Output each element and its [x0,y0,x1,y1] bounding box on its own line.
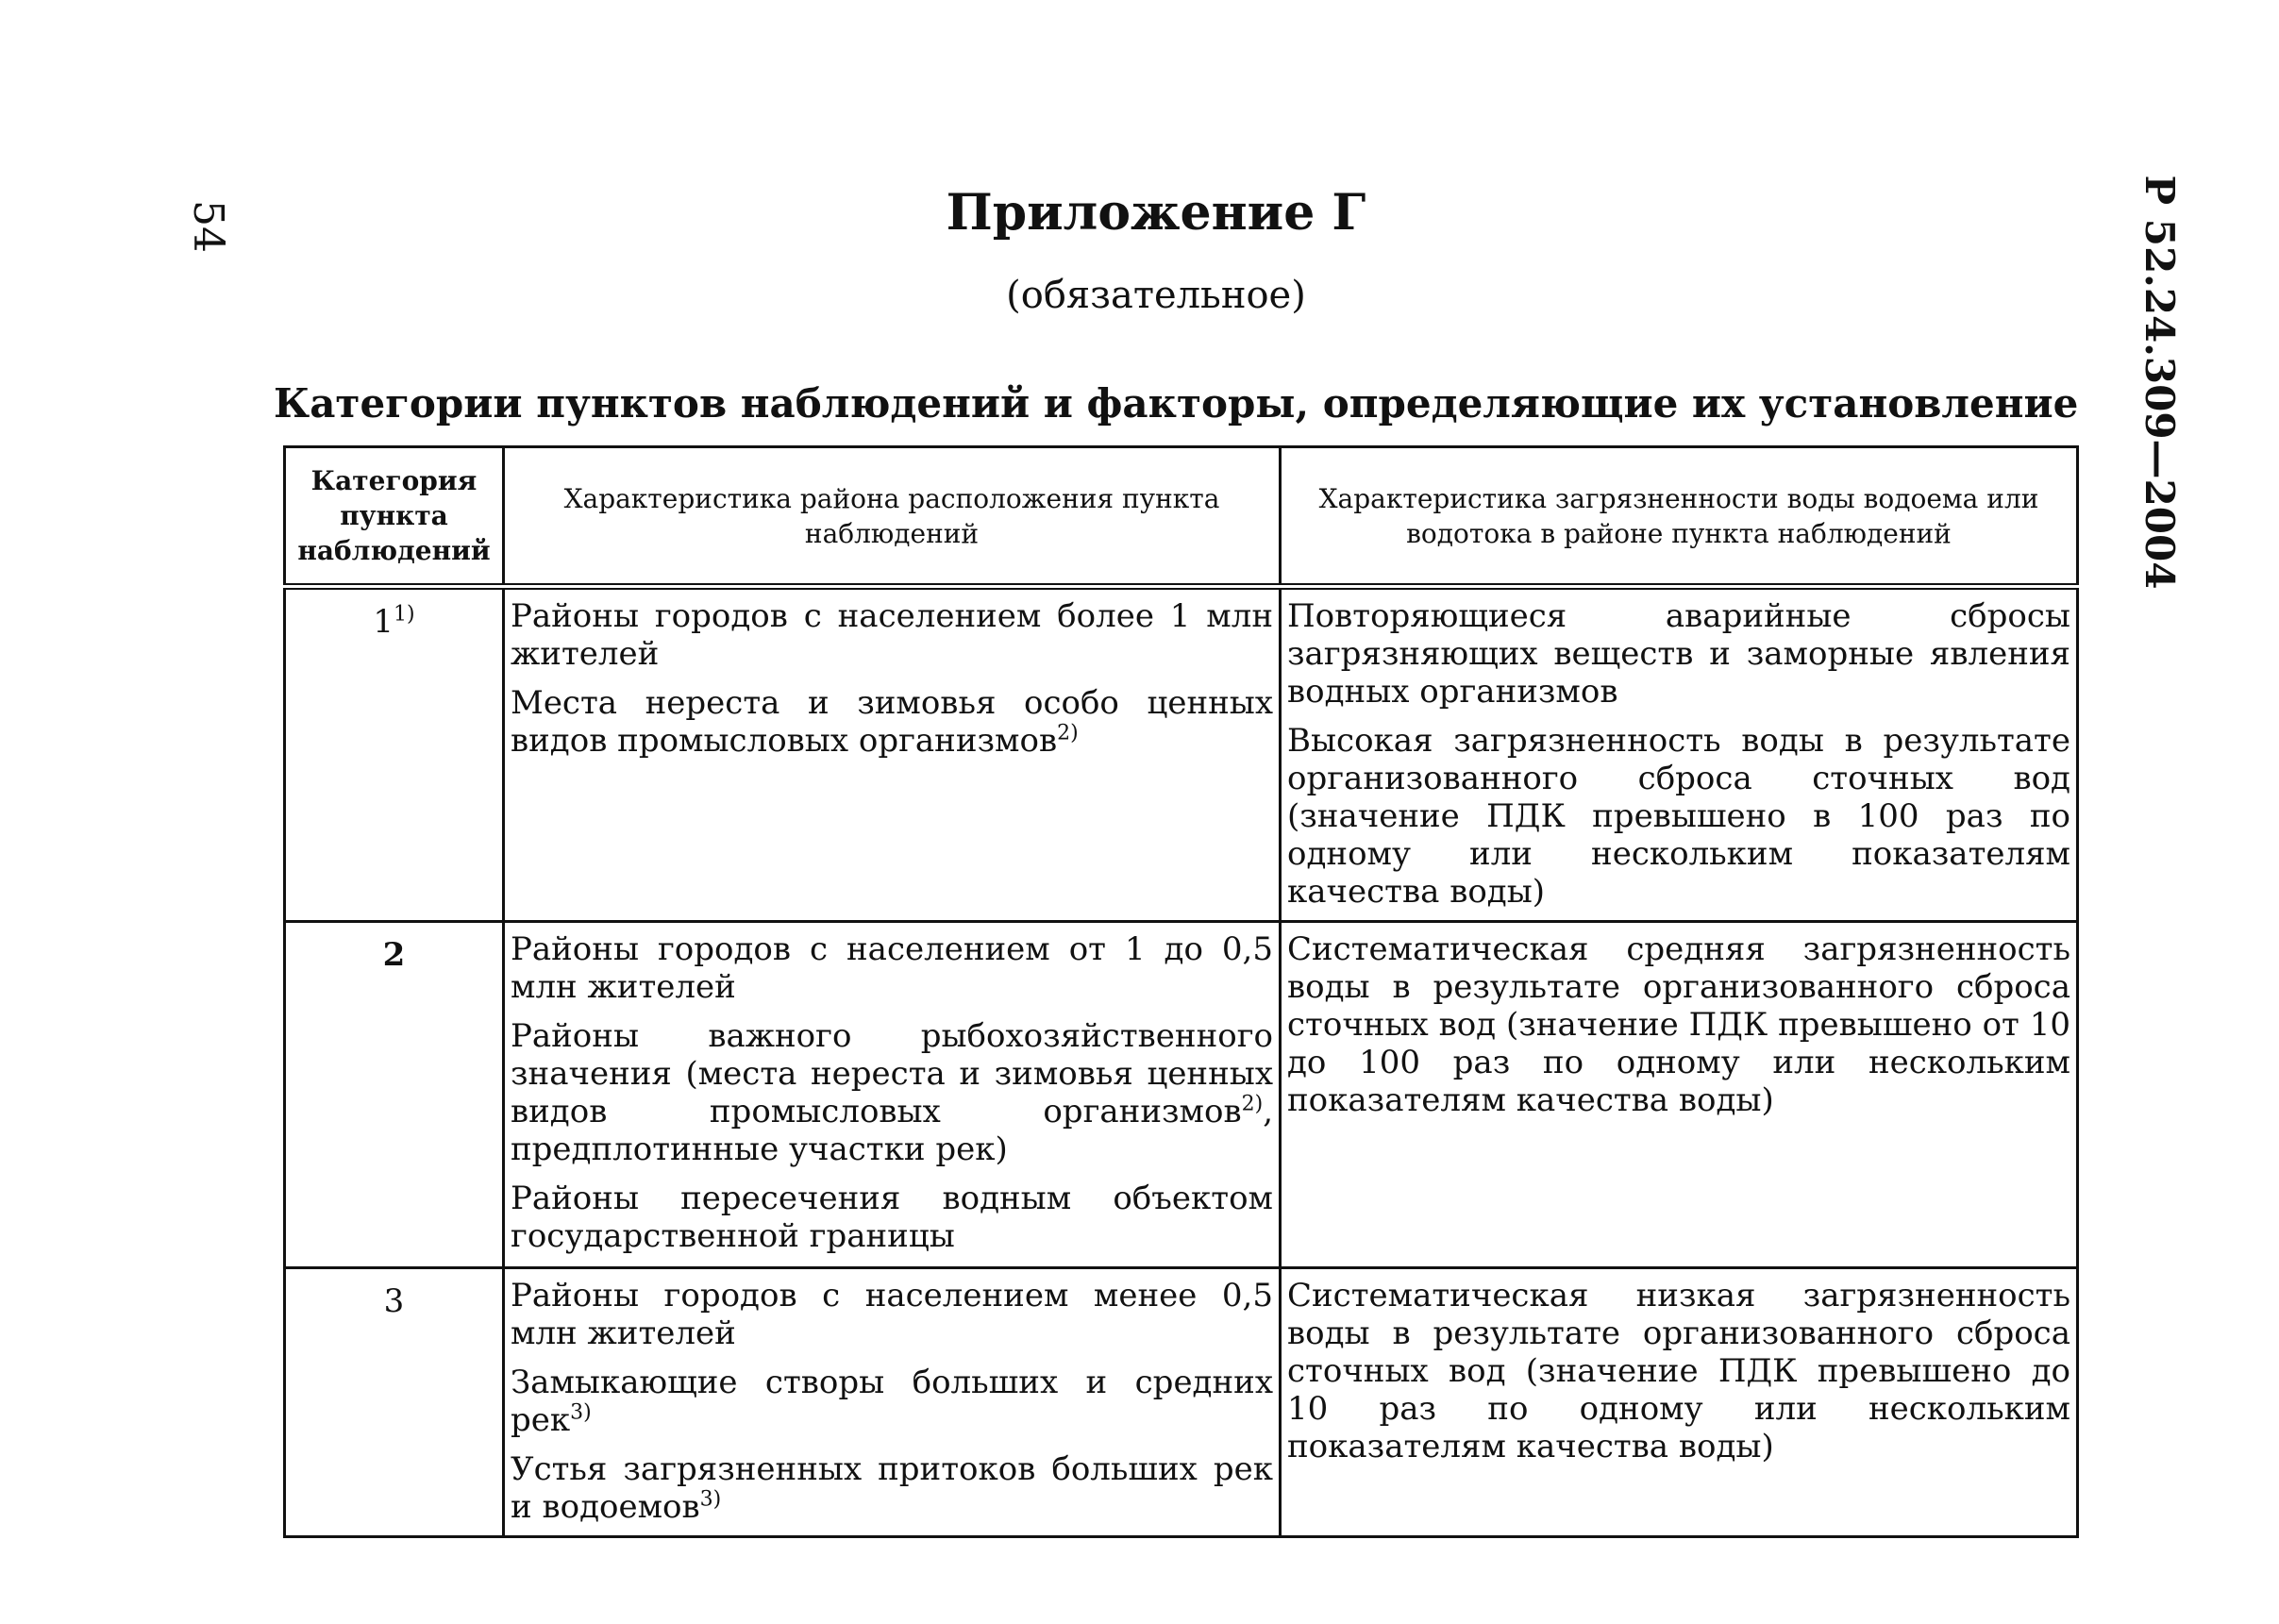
paragraph-text: Районы важного рыбохозяйственного значения (места нереста и зимовья ценных видов промысловых организмов [511,1017,1273,1130]
header-location: Характеристика района расположения пункта наблюдений [504,447,1281,587]
location-cell [504,587,1281,922]
page-number: 54 [184,200,232,253]
header-pollution: Характеристика загрязненности воды водоема или водотока в районе пункта наблюдений [1281,447,2078,587]
location-cell [504,922,1281,1268]
location-paragraph: Районы пересечения водным объектом государственной границы [511,1180,1273,1255]
header-category: Категория пункта наблюдений [285,447,504,587]
footnote-ref: 3) [699,1487,722,1512]
paragraph-text: Места нереста и зимовья особо ценных видов промысловых организмов [511,684,1273,760]
category-footnote: 1) [394,602,415,627]
pollution-paragraph: Систематическая низкая загрязненность воды в результате организованного сброса сточных вод (значение ПДК превышено до 10 раз по одному или нескольким показателям качества воды) [1287,1277,2070,1465]
table-header-row [285,447,2078,587]
category-cell [285,1268,504,1537]
pollution-cell [1281,922,2078,1268]
location-paragraph [511,1017,1273,1168]
table-row [285,1268,2078,1537]
footnote-ref: 3) [570,1400,592,1425]
paragraph-text: , предплотинные участки рек) [511,1093,1273,1168]
pollution-cell [1281,1268,2078,1537]
category-cell [285,922,504,1268]
pollution-paragraph: Высокая загрязненность воды в результате организованного сброса сточных вод (значение ПДК превышено в 100 раз по одному или нескольким показателям качества воды) [1287,722,2070,911]
pollution-paragraph: Систематическая средняя загрязненность воды в результате организованного сброса сточных вод (значение ПДК превышено от 10 до 100 раз по одному или нескольким показателям качества воды) [1287,930,2070,1119]
footnote-ref: 2) [1057,721,1079,745]
paragraph-text: Устья загрязненных притоков больших рек и водоемов [511,1450,1273,1526]
location-paragraph: Районы городов с населением менее 0,5 млн жителей [511,1277,1273,1352]
location-paragraph: Районы городов с населением от 1 до 0,5 млн жителей [511,930,1273,1006]
paragraph-text: Районы городов с населением более 1 млн жителей [511,597,1273,673]
location-paragraph [511,684,1273,760]
document-code: Р 52.24.309—2004 [2137,175,2183,590]
table-row [285,922,2078,1268]
categories-table [283,445,2079,1538]
location-cell [504,1268,1281,1537]
footnote-ref: 2) [1241,1092,1264,1116]
paragraph-text: Замыкающие створы больших и средних рек [511,1364,1273,1439]
location-paragraph [511,1450,1273,1526]
category-value: 1 [373,603,394,641]
location-paragraph [511,597,1273,673]
table-row [285,587,2078,922]
appendix-title: Приложение Г [946,184,1366,242]
appendix-status: (обязательное) [1006,274,1306,317]
category-value: 2 [382,936,406,974]
category-value: 3 [383,1282,405,1320]
pollution-paragraph: Повторяющиеся аварийные сбросы загрязняющих веществ и заморные явления водных организмов [1287,597,2070,711]
table-caption: Категории пунктов наблюдений и факторы, определяющие их установление [274,380,2079,427]
location-paragraph [511,1364,1273,1439]
pollution-cell [1281,587,2078,922]
category-cell [285,587,504,922]
